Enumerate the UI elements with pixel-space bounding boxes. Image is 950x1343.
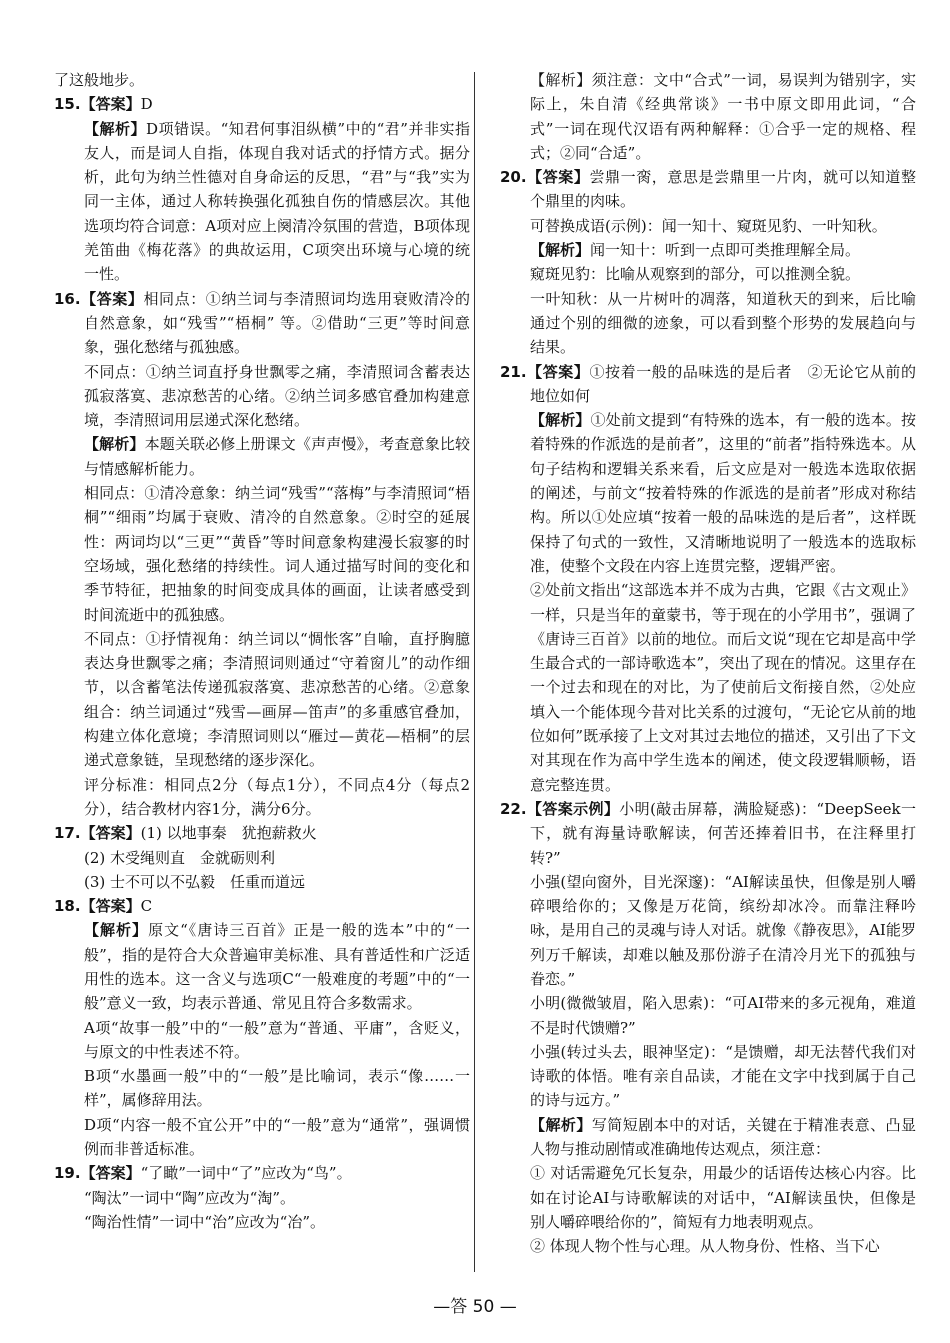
right-column (500, 68, 916, 1259)
q18-number: 18. (54, 897, 81, 916)
q21-answer-tag: 【答案】 (526, 362, 590, 381)
q21-analysis-tag: 【解析】 (530, 411, 591, 430)
question-18 (54, 894, 470, 918)
q19-answer-3: “陶治性情”一词中“治”应改为“冶”。 (84, 1212, 326, 1231)
q18-analysis-2: A项“故事一般”中的“一般”意为“普通、平庸”，含贬义，与原文的中性表述不符。 (84, 1018, 470, 1061)
q22-answer-tag: 【答案示例】 (526, 799, 620, 818)
question-15 (54, 92, 470, 116)
q15-analysis (54, 117, 470, 287)
q19-number: 19. (54, 1164, 81, 1183)
q22-analysis-2: ① 对话需避免冗长复杂，用最少的话语传达核心内容。比如在讨论AI与诗歌解读的对话中，“AI解读虽快，但像是别人嚼碎喂给你的”，简短有力地表明观点。 (530, 1164, 916, 1231)
continued-text: 了这般地步。 (54, 71, 145, 89)
q18-analysis (54, 918, 470, 1015)
q16-analysis-4: 评分标准：相同点2分（每点1分），不同点4分（每点2分），结合教材内容1分，满分6分。 (84, 775, 470, 818)
q22-analysis (500, 1113, 916, 1162)
q22-dialogue-1: 小明(敲击屏幕，满脸疑惑)：“DeepSeek一下，就有海量诗歌解读，何苦还捧着旧书，在注释里打转?” (530, 799, 916, 867)
q16-analysis-2: 相同点：①清冷意象：纳兰词“残雪”“落梅”与李清照词“梧桐”“细雨”均属于衰败、清冷的自然意象。②时空的延展性：两词均以“三更”“黄昏”等时间意象构建漫长寂寥的时空场域，强化愁绪的持续性。词人通过描写时间的变化和季节特征，把抽象的时间变成具体的画面，让读者感受到时间流逝中的孤独感。 (84, 484, 470, 624)
q21-analysis-2: ②处前文指出“这部选本并不成为古典，它跟《古文观止》一样，只是当年的童蒙书，等于现在的小学用书”，强调了《唐诗三百首》以前的地位。而后文说“现在它却是高中学生最合式的一部诗歌选本”，突出了现在的情况。这里存在一个过去和现在的对比，为了使前后文衔接自然，②处应填入一个能体现今昔对比关系的过渡句，“无论它从前的地位如何”既承接了上文对其过去地位的描述，又引出了下文对其现在作为高中学生选本的阐述，使文段逻辑顺畅，语意完整连贯。 (530, 581, 916, 794)
q20-answer: 尝鼎一脔，意思是尝鼎里一片肉，就可以知道整个鼎里的肉味。 (530, 168, 916, 211)
q20-analysis-tag: 【解析】 (530, 241, 591, 260)
question-21 (500, 360, 916, 409)
question-22 (500, 797, 916, 870)
q15-number: 15. (54, 95, 81, 114)
q16-analysis-3: 不同点：①抒情视角：纳兰词以“惆怅客”自喻，直抒胸臆表达身世飘零之痛；李清照词则通过“守着窗儿”的动作细节，以含蓄笔法传递孤寂落寞、悲凉愁苦的心绪。②意象组合：纳兰词通过“残雪—画屏—笛声”的多重感官叠加，构建立体化意境；李清照词则以“雁过—黄花—梧桐”的层递式意象链，呈现愁绪的逐步深化。 (84, 629, 470, 770)
q16-answer: 相同点：①纳兰词与李清照词均选用衰败清冷的自然意象，如“残雪”“梧桐” 等。②借助“三更”等时间意象，强化愁绪与孤独感。 (84, 289, 470, 357)
column-divider (474, 72, 475, 1272)
q17-answer-tag: 【答案】 (80, 824, 141, 843)
q20-analysis (500, 238, 916, 262)
q20-answer-tag: 【答案】 (526, 168, 590, 187)
q18-answer-tag: 【答案】 (80, 897, 141, 916)
q20-number: 20. (500, 168, 527, 187)
question-16 (54, 287, 470, 360)
q15-answer-tag: 【答案】 (80, 95, 141, 114)
q22-analysis-tag: 【解析】 (530, 1115, 592, 1134)
q16-number: 16. (54, 289, 81, 308)
question-19 (54, 1161, 470, 1185)
q18-analysis-4: D项“内容一般不宜公开”中的“一般”意为“通常”，强调惯例而非普适标准。 (84, 1115, 470, 1159)
q22-number: 22. (500, 799, 527, 818)
q15-analysis-text: D项错误。“知君何事泪纵横”中的“君”并非实指友人，而是词人自指，体现自我对话式的抒情方式。据分析，此句为纳兰性德对自身命运的反思，“君”与“我”实为同一主体，通过人称转换强化孤独自伤的情感层次。其他选项均符合词意：A项对应上阕清冷氛围的营造，B项体现羌笛曲《梅花落》的典故运用，C项突出环境与心境的统一性。 (84, 119, 470, 284)
q16-analysis (54, 432, 470, 481)
q16-answer-2: 不同点：①纳兰词直抒身世飘零之痛，李清照词含蓄表达孤寂落寞、悲凉愁苦的心绪。②纳兰词多感官叠加构建意境，李清照词用层递式深化愁绪。 (84, 362, 470, 430)
q18-answer: C (140, 897, 153, 916)
q21-analysis-1: ①处前文提到“有特殊的选本，有一般的选本。按着特殊的作派选的是前者”，这里的“前者”指特殊选本。从句子结构和逻辑关系来看，后文应是对一般选本选取依据的阐述，与前文“按着特殊的作派选的是前者”形成对称结构。所以①处应填“按着一般的品味选的是后者”，这样既保持了句式的一致性，又清晰地说明了一般选本的选取标准，使整个文段在内容上连贯完整，逻辑严密。 (530, 411, 916, 575)
question-17 (54, 821, 470, 845)
q15-answer: D (140, 95, 153, 114)
q20-alternatives: 可替换成语(示例)：闻一知十、窥斑见豹、一叶知秋。 (530, 216, 887, 235)
q22-dialogue-4: 小强(转过头去，眼神坚定)：“是馈赠，却无法替代我们对诗歌的体悟。唯有亲自品读，才能在文字中找到属于自己的诗与远方。” (530, 1042, 916, 1110)
q15-analysis-tag: 【解析】 (84, 119, 147, 138)
q22-analysis-3: ② 体现人物个性与心理。从人物身份、性格、当下心 (530, 1237, 880, 1256)
q19-answer-1: “了瞰”一词中“了”应改为“鸟”。 (140, 1164, 352, 1183)
q20-analysis-1: 闻一知十：听到一点即可类推理解全局。 (590, 241, 861, 260)
q22-analysis-1: 写简短剧本中的对话，关键在于精准表意、凸显人物与推动剧情或准确地传达观点，须注意： (530, 1115, 916, 1159)
q16-answer-tag: 【答案】 (80, 289, 144, 308)
q18-analysis-1: 原文“《唐诗三百首》正是一般的选本”中的“一般”，指的是符合大众普遍审美标准、具有普适性和广泛适用性的选本。这一含义与选项C“一般难度的考题”中的“一般”意义一致，均表示普通、常见且符合多数需求。 (84, 921, 470, 1013)
question-20 (500, 165, 916, 214)
q19-answer-tag: 【答案】 (80, 1164, 141, 1183)
q18-analysis-3: B项“水墨画一般”中的“一般”是比喻词，表示“像……一样”，属修辞用法。 (84, 1067, 470, 1110)
q19-answer-2: “陶汰”一词中“陶”应改为“淘”。 (84, 1188, 296, 1207)
q17-answer-2: (2) 木受绳则直 金就砺则利 (84, 848, 276, 867)
q17-answer-1: (1) 以地事秦 犹抱薪救火 (140, 824, 317, 843)
q20-analysis-3: 一叶知秋：从一片树叶的凋落，知道秋天的到来，后比喻通过个别的细微的迹象，可以看到整个形势的发展趋向与结果。 (530, 289, 916, 357)
q20-analysis-2: 窥斑见豹：比喻从观察到的部分，可以推测全貌。 (530, 265, 861, 284)
page-number: —答 50 — (433, 1297, 517, 1317)
q18-analysis-tag: 【解析】 (84, 921, 149, 940)
q21-analysis (500, 408, 916, 578)
q22-dialogue-3: 小明(微微皱眉，陷入思索)：“可AI带来的多元视角，难道不是时代馈赠?” (530, 994, 916, 1037)
q22-dialogue-2: 小强(望向窗外，目光深邃)：“AI解读虽快，但像是别人嚼碎喂给你的；又像是万花筒，缤纷却冰冷。而靠注释吟咏，是用自己的灵魂与诗人对话。就像《静夜思》，AI能罗列万千解读，却难以触及那份游子在清冷月光下的孤独与眷恋。” (530, 872, 916, 988)
q19-analysis: 【解析】须注意：文中“合式”一词，易误判为错别字，实际上，朱自清《经典常谈》一书中原文即用此词，“合式”一词在现代汉语有两种解释：①合乎一定的规格、程式；②同“合适”。 (530, 71, 916, 162)
left-column (54, 68, 470, 1234)
q17-answer-3: (3) 士不可以不弘毅 任重而道远 (84, 872, 306, 891)
q21-answer: ①按着一般的品味选的是后者 ②无论它从前的地位如何 (530, 362, 916, 405)
q21-number: 21. (500, 362, 527, 381)
q16-analysis-tag: 【解析】 (84, 435, 145, 454)
q17-number: 17. (54, 824, 81, 843)
q16-analysis-1: 本题关联必修上册课文《声声慢》，考查意象比较与情感解析能力。 (84, 435, 470, 478)
